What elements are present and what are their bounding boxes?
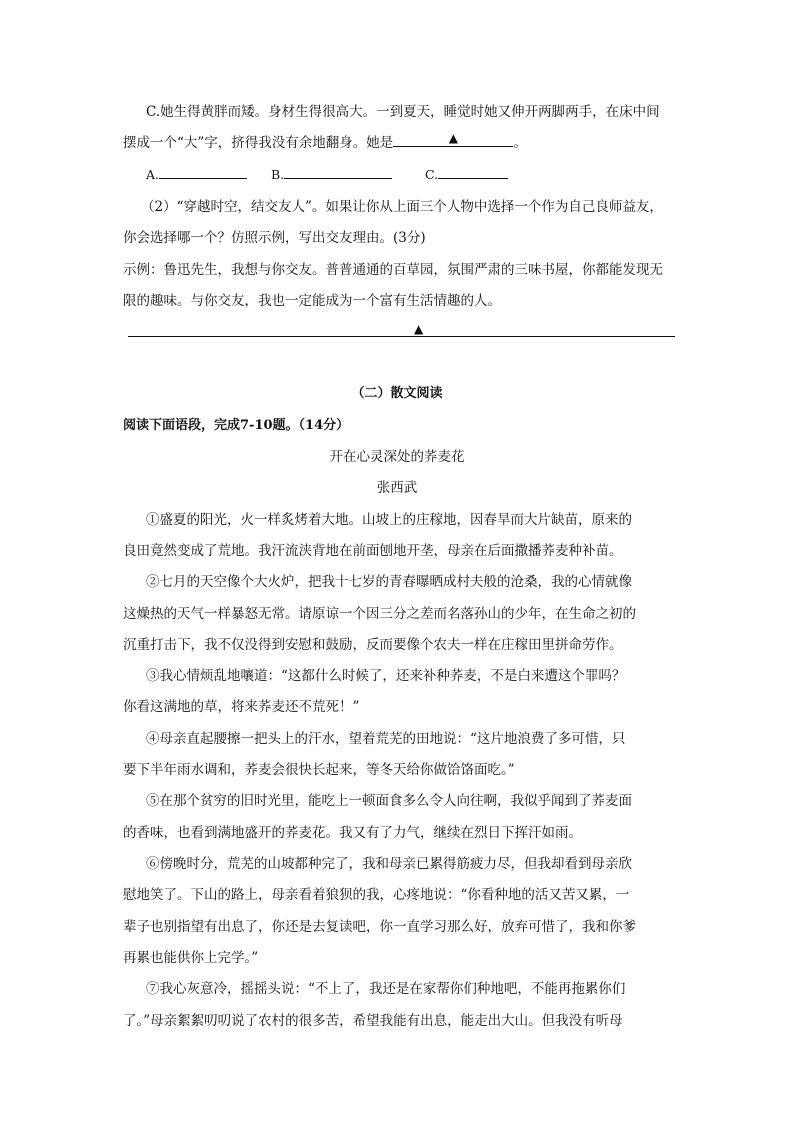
section-heading: （二）散文阅读: [351, 386, 443, 401]
section-instruction: 阅读下面语段，完成7-10题。（14分）: [123, 418, 350, 433]
text-line: 慰地笑了。下山的路上，母亲看着狼狈的我，心疼地说：“你看种地的活又苦又累，一: [123, 887, 630, 903]
q6-c-line2-end: 。: [513, 135, 527, 151]
q6-part2-line1: （2）“穿越时空，结交友人”。如果让你从上面三个人物中选择一个作为自己良师益友，: [141, 199, 663, 215]
text-line: 这燥热的天气一样暴怒无常。请原谅一个因三分之差而名落孙山的少年，在生命之初的: [123, 606, 636, 622]
text-line: 良田竟然变成了荒地。我汗流浃背地在前面刨地开垄，母亲在后面撒播荞麦种补苗。: [123, 543, 623, 559]
text-line: 再累也能供你上完学。”: [123, 950, 259, 966]
text-line: ⑥傍晚时分，荒芜的山坡都种完了，我和母亲已累得筋疲力尽，但我却看到母亲欣: [146, 856, 632, 872]
answer-b-line: [271, 166, 392, 184]
q6-part2-line2: 你会选择哪一个？仿照示例，写出交友理由。(3分): [123, 230, 426, 246]
q6-c-line2-text: 摆成一个“大”字，挤得我没有余地翻身。她是: [123, 135, 394, 151]
example-line2: 限的趣味。与你交友，我也一定能成为一个富有生活情趣的人。: [123, 293, 501, 309]
text-line: 了。”母亲絮絮叨叨说了农村的很多苦，希望我能有出息，能走出大山。但我没有听母: [123, 1013, 623, 1029]
q6-c-blank[interactable]: [393, 131, 513, 147]
answer-line-triangle-icon: ▲: [414, 322, 424, 336]
answer-a-line: [146, 166, 247, 184]
answer-b-blank[interactable]: [284, 166, 392, 179]
text-line: 沉重打击下，我不仅没得到安慰和鼓励，反而要像个农夫一样在庄稼田里拼命劳作。: [123, 637, 623, 653]
article-title: 开在心灵深处的荞麦花: [329, 449, 465, 465]
article-author: 张西武: [376, 480, 418, 496]
example-line1: 示例：鲁迅先生，我想与你交友。普普通通的百草园，氛围严肃的三味书屋，你都能发现无: [123, 262, 663, 278]
text-line: 要下半年雨水调和，荞麦会很快长起来，等冬天给你做饸饹面吃。”: [123, 762, 515, 778]
answer-a-label: A.: [146, 167, 160, 182]
text-line: ⑤在那个贫穷的旧时光里，能吃上一顿面食多么令人向往啊，我似乎闻到了荞麦面: [146, 793, 632, 809]
answer-c-blank[interactable]: [438, 166, 508, 179]
text-line: 你看这满地的草，将来荞麦还不荒死！”: [123, 699, 360, 715]
answer-c-line: [425, 166, 508, 184]
text-line: ④母亲直起腰擦一把头上的汗水，望着荒芜的田地说：“这片地浪费了多可惜，只: [146, 731, 626, 747]
answer-c-label: C.: [425, 167, 439, 182]
text-line: 的香味，也看到满地盛开的荞麦花。我又有了力气，继续在烈日下挥汗如雨。: [123, 825, 582, 841]
q6-c-line2: [123, 131, 527, 152]
q6-c-line1: C.她生得黄胖而矮。身材生得很高大。一到夏天，睡觉时她又伸开两脚两手，在床中间: [146, 104, 660, 120]
text-line: ②七月的天空像个大火炉，把我十七岁的青春曝晒成村夫般的沧桑，我的心情就像: [146, 574, 632, 590]
answer-b-label: B.: [271, 167, 285, 182]
text-line: 辈子也别指望有出息了，你还是去复读吧，你一直学习那么好，放弃可惜了，我和你爹: [123, 919, 636, 935]
text-line: ③我心情烦乱地嚷道：“这都什么时候了，还来补种荞麦，不是白来遭这个罪吗？: [146, 668, 626, 684]
text-line: ⑦我心灰意冷，摇摇头说：“不上了，我还是在家帮你们种地吧，不能再拖累你们: [146, 981, 626, 997]
text-line: ①盛夏的阳光，火一样炙烤着大地。山坡上的庄稼地，因春旱而大片缺苗，原来的: [146, 512, 632, 528]
answer-a-blank[interactable]: [159, 166, 247, 179]
answer-line[interactable]: [128, 336, 675, 337]
answer-triangle-icon: ▲: [448, 131, 458, 145]
